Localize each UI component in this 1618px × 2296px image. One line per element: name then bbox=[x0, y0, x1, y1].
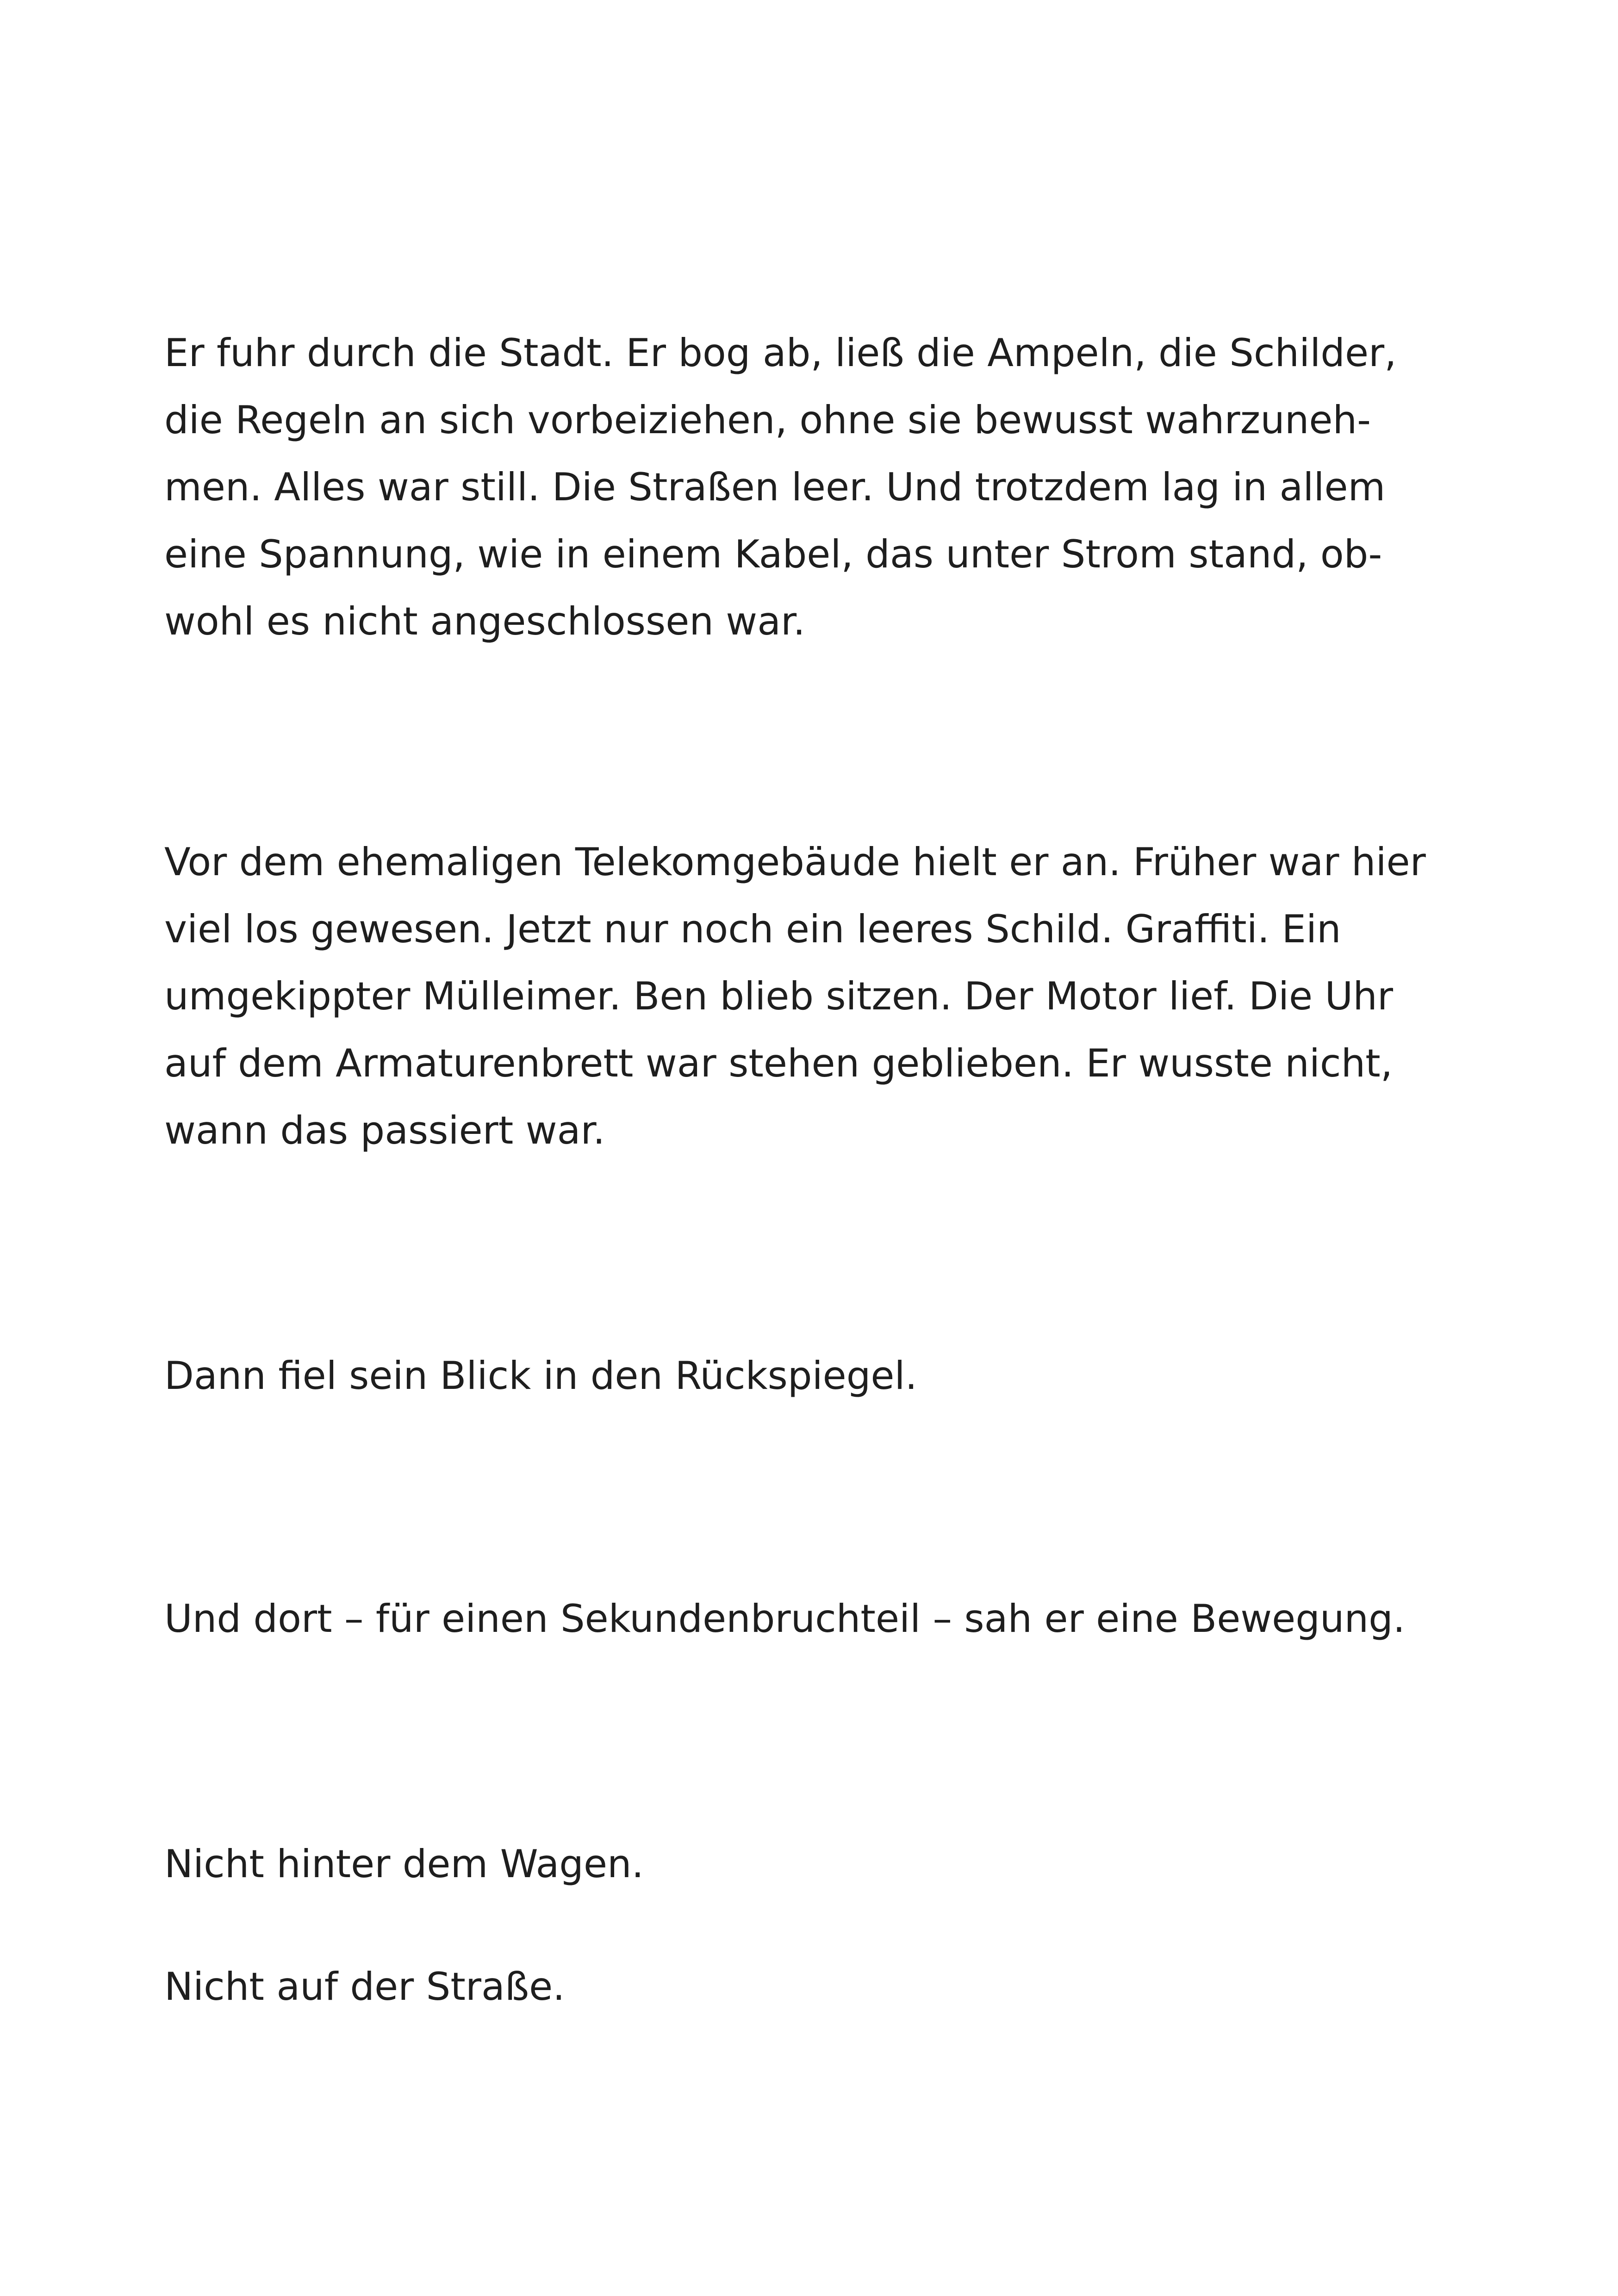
paragraph-line: Nicht auf der Straße. bbox=[164, 1964, 565, 2009]
paragraph-6 bbox=[164, 1953, 565, 2020]
paragraph-line: wann das passiert war. bbox=[164, 1108, 605, 1153]
paragraph-line: wohl es nicht angeschlossen war. bbox=[164, 599, 805, 644]
paragraph-line: Vor dem ehemaligen Telekomgebäude hielt er an. Früher war hier bbox=[164, 840, 1426, 884]
paragraph-4 bbox=[164, 1585, 1405, 1652]
paragraph-line: Er fuhr durch die Stadt. Er bog ab, ließ die Ampeln, die Schilder, bbox=[164, 330, 1397, 375]
paragraph-5 bbox=[164, 1830, 644, 1898]
paragraph-line: die Regeln an sich vorbeiziehen, ohne sie bewusst wahrzuneh- bbox=[164, 398, 1371, 442]
paragraph-line: Dann fiel sein Blick in den Rückspiegel. bbox=[164, 1353, 917, 1398]
paragraph-line: umgekippter Mülleimer. Ben blieb sitzen. Der Motor lief. Die Uhr bbox=[164, 974, 1393, 1019]
paragraph-3 bbox=[164, 1342, 917, 1409]
paragraph-line: men. Alles war still. Die Straßen leer. Und trotzdem lag in allem bbox=[164, 465, 1386, 510]
paragraph-line: auf dem Armaturenbrett war stehen geblieben. Er wusste nicht, bbox=[164, 1041, 1393, 1086]
paragraph-2 bbox=[164, 828, 1426, 1164]
paragraph-line: viel los gewesen. Jetzt nur noch ein leeres Schild. Graffiti. Ein bbox=[164, 907, 1341, 952]
paragraph-line: Nicht hinter dem Wagen. bbox=[164, 1842, 644, 1886]
paragraph-line: eine Spannung, wie in einem Kabel, das unter Strom stand, ob- bbox=[164, 532, 1382, 577]
paragraph-1 bbox=[164, 319, 1397, 655]
paragraph-line: Und dort – für einen Sekundenbruchteil – sah er eine Bewegung. bbox=[164, 1596, 1406, 1641]
